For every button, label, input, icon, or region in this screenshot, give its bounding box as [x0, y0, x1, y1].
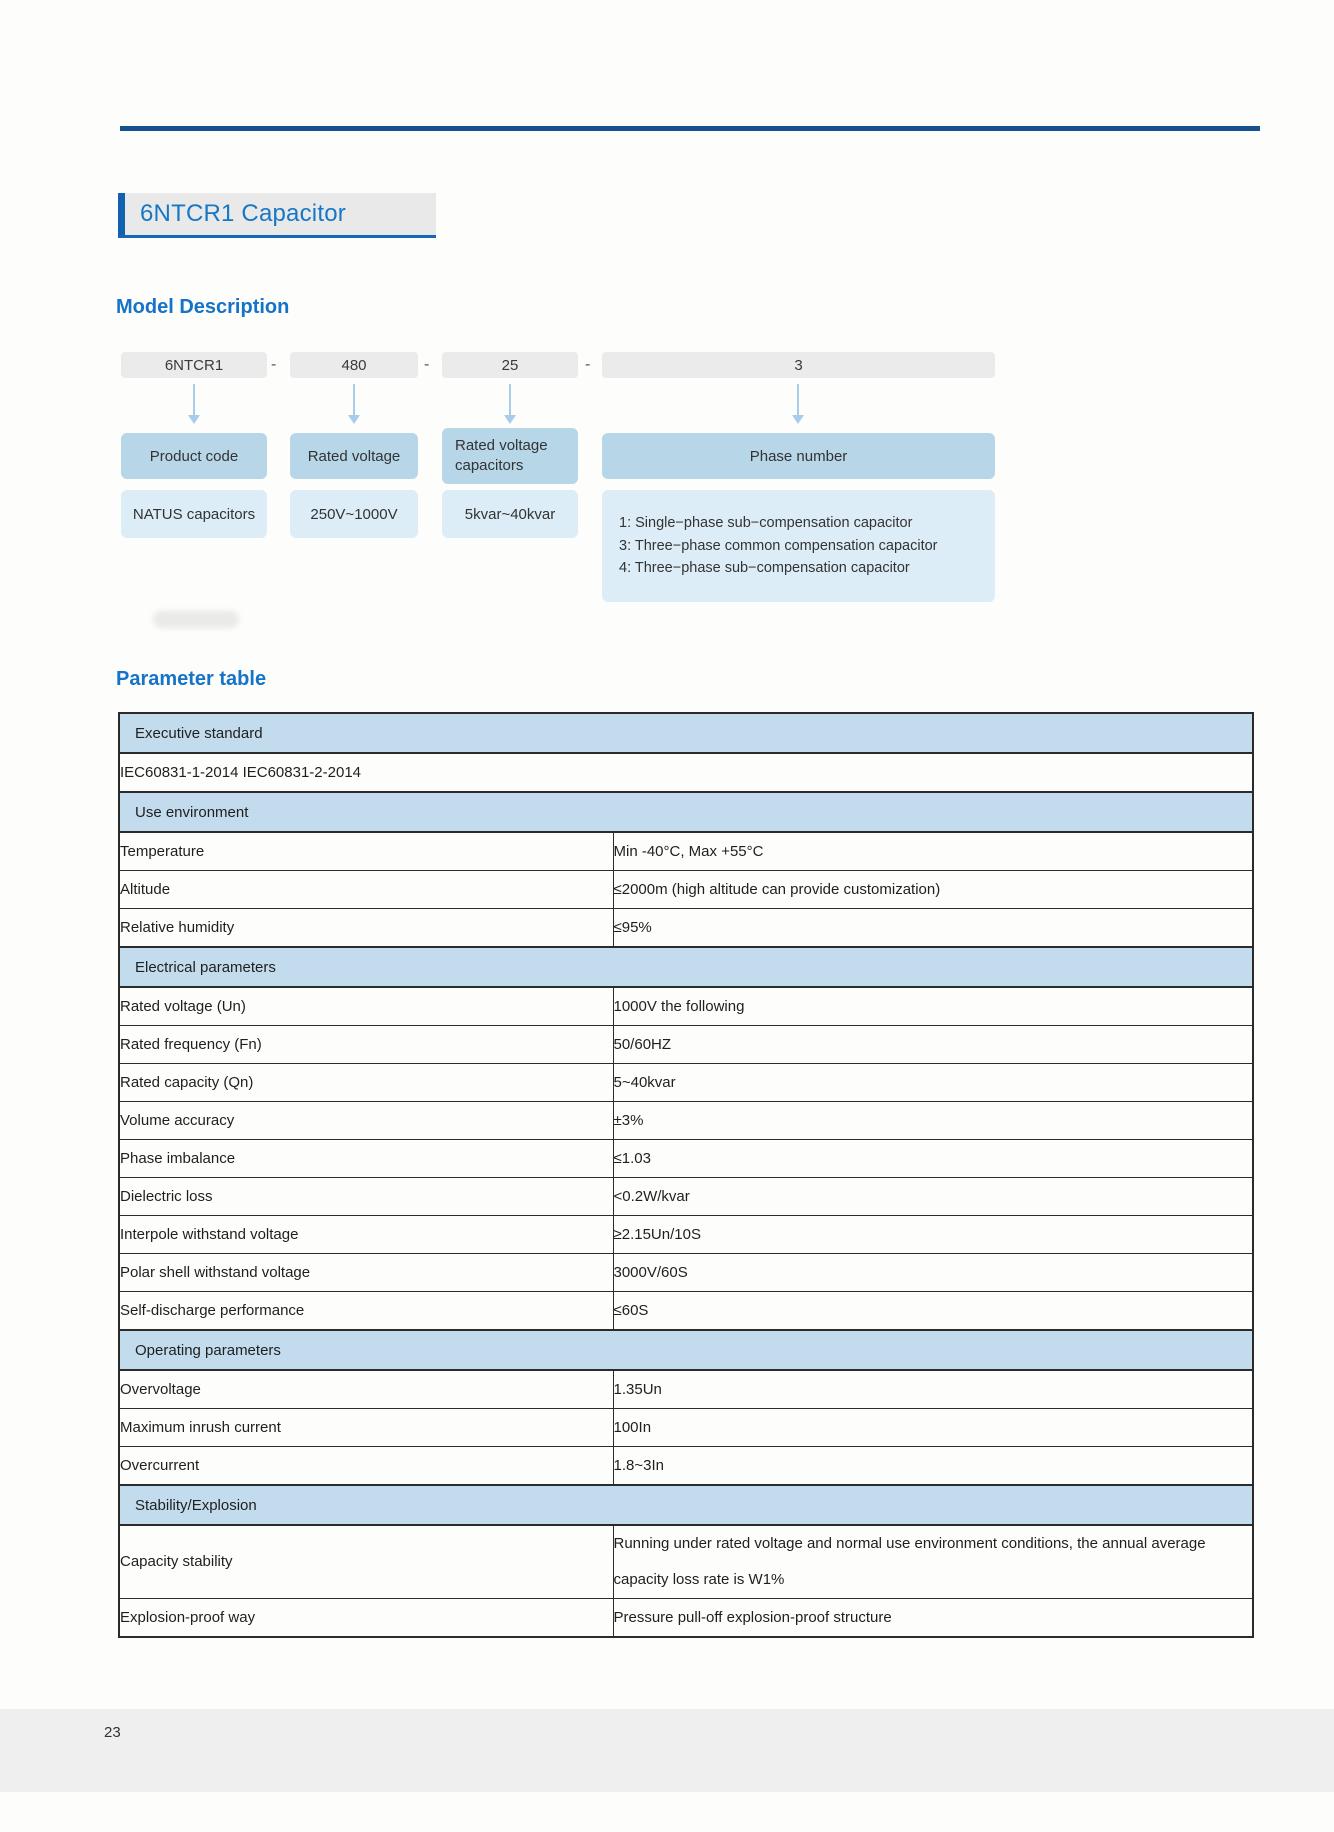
table-row [119, 1447, 1253, 1486]
parameter-value-cell: 1000V the following [613, 987, 1253, 1026]
table-row [119, 1525, 1253, 1599]
parameter-value-cell: ≥2.15Un/10S [613, 1216, 1253, 1254]
model-desc-phase-options [602, 490, 995, 602]
parameter-name-cell: Rated capacity (Qn) [119, 1064, 613, 1102]
table-row [119, 1370, 1253, 1409]
model-desc-product: NATUS capacitors [121, 490, 267, 538]
section-header-cell: Executive standard [119, 713, 1253, 753]
table-row [119, 1102, 1253, 1140]
parameter-name-cell: Altitude [119, 871, 613, 909]
parameter-value-cell: Pressure pull-off explosion-proof structure [613, 1599, 1253, 1638]
model-description-heading: Model Description [116, 296, 290, 318]
top-divider-rule [120, 126, 1260, 131]
table-row [119, 987, 1253, 1026]
label-line: Rated voltage [455, 437, 548, 454]
parameter-name-cell: Capacity stability [119, 1525, 613, 1599]
table-row [119, 1599, 1253, 1638]
parameter-name-cell: Self-discharge performance [119, 1292, 613, 1331]
table-row [119, 1254, 1253, 1292]
section-header-cell: Operating parameters [119, 1330, 1253, 1370]
phase-option: 1: Single−phase sub−compensation capacitor [619, 515, 913, 532]
parameter-value-cell: 50/60HZ [613, 1026, 1253, 1064]
table-row [119, 1292, 1253, 1331]
footer-band [0, 1709, 1334, 1792]
table-row [119, 1216, 1253, 1254]
parameter-name-cell: Overcurrent [119, 1447, 613, 1486]
model-separator: - [424, 356, 430, 373]
parameter-table-heading: Parameter table [116, 668, 267, 690]
table-row [119, 753, 1253, 792]
parameter-value-cell: ±3% [613, 1102, 1253, 1140]
parameter-value-cell: ≤95% [613, 909, 1253, 948]
parameter-name-cell: Relative humidity [119, 909, 613, 948]
table-section-row [119, 713, 1253, 753]
parameter-value-cell: Running under rated voltage and normal use environment conditions, the annual average capacity loss rate is W1% [613, 1525, 1253, 1599]
model-code-voltage: 480 [290, 352, 418, 378]
section-header-cell: Electrical parameters [119, 947, 1253, 987]
table-row [119, 1178, 1253, 1216]
parameter-value-cell: <0.2W/kvar [613, 1178, 1253, 1216]
down-arrow-icon [188, 384, 200, 424]
table-row [119, 1409, 1253, 1447]
parameter-name-cell: Overvoltage [119, 1370, 613, 1409]
parameter-name-cell: Interpole withstand voltage [119, 1216, 613, 1254]
table-row [119, 871, 1253, 909]
section-header-cell: Use environment [119, 792, 1253, 832]
parameter-name-cell: Volume accuracy [119, 1102, 613, 1140]
model-code-phase: 3 [602, 352, 995, 378]
phase-option: 4: Three−phase sub−compensation capacitor [619, 560, 910, 577]
title-accent-bar [118, 193, 125, 235]
model-label-phase-number: Phase number [602, 433, 995, 479]
table-row [119, 1064, 1253, 1102]
table-section-row [119, 1485, 1253, 1525]
model-desc-capacity: 5kvar~40kvar [442, 490, 578, 538]
parameter-name-cell: Polar shell withstand voltage [119, 1254, 613, 1292]
parameter-value-cell: ≤60S [613, 1292, 1253, 1331]
parameter-name-cell: Temperature [119, 832, 613, 871]
table-row [119, 832, 1253, 871]
section-header-cell: Stability/Explosion [119, 1485, 1253, 1525]
page-title: 6NTCR1 Capacitor [140, 200, 346, 227]
parameter-value-cell: Min -40°C, Max +55°C [613, 832, 1253, 871]
parameter-value-cell: 3000V/60S [613, 1254, 1253, 1292]
down-arrow-icon [348, 384, 360, 424]
model-separator: - [585, 356, 591, 373]
model-desc-voltage: 250V~1000V [290, 490, 418, 538]
parameter-name-cell: Maximum inrush current [119, 1409, 613, 1447]
parameter-name-cell: Rated frequency (Fn) [119, 1026, 613, 1064]
table-row [119, 909, 1253, 948]
phase-option: 3: Three−phase common compensation capacitor [619, 537, 938, 554]
faded-watermark [153, 611, 239, 628]
table-row [119, 1140, 1253, 1178]
parameter-table [118, 712, 1254, 1638]
title-background [125, 193, 436, 235]
parameter-value-cell: ≤1.03 [613, 1140, 1253, 1178]
down-arrow-icon [504, 384, 516, 424]
page-title-block [118, 193, 436, 238]
model-separator: - [271, 356, 277, 373]
full-width-cell: IEC60831-1-2014 IEC60831-2-2014 [119, 753, 1253, 792]
down-arrow-icon [792, 384, 804, 424]
parameter-name-cell: Phase imbalance [119, 1140, 613, 1178]
model-label-product-code: Product code [121, 433, 267, 479]
label-line: capacitors [455, 457, 524, 474]
model-label-rated-voltage: Rated voltage [290, 433, 418, 479]
model-code-capacity: 25 [442, 352, 578, 378]
table-row [119, 1026, 1253, 1064]
parameter-value-cell: 1.35Un [613, 1370, 1253, 1409]
parameter-value-cell: 1.8~3In [613, 1447, 1253, 1486]
page-number: 23 [104, 1724, 121, 1741]
parameter-value-cell: 5~40kvar [613, 1064, 1253, 1102]
parameter-value-cell: 100In [613, 1409, 1253, 1447]
parameter-name-cell: Rated voltage (Un) [119, 987, 613, 1026]
table-section-row [119, 792, 1253, 832]
parameter-name-cell: Explosion-proof way [119, 1599, 613, 1638]
model-label-rated-voltage-capacitors [442, 428, 578, 484]
table-section-row [119, 947, 1253, 987]
table-section-row [119, 1330, 1253, 1370]
parameter-name-cell: Dielectric loss [119, 1178, 613, 1216]
parameter-value-cell: ≤2000m (high altitude can provide customization) [613, 871, 1253, 909]
model-code-product: 6NTCR1 [121, 352, 267, 378]
